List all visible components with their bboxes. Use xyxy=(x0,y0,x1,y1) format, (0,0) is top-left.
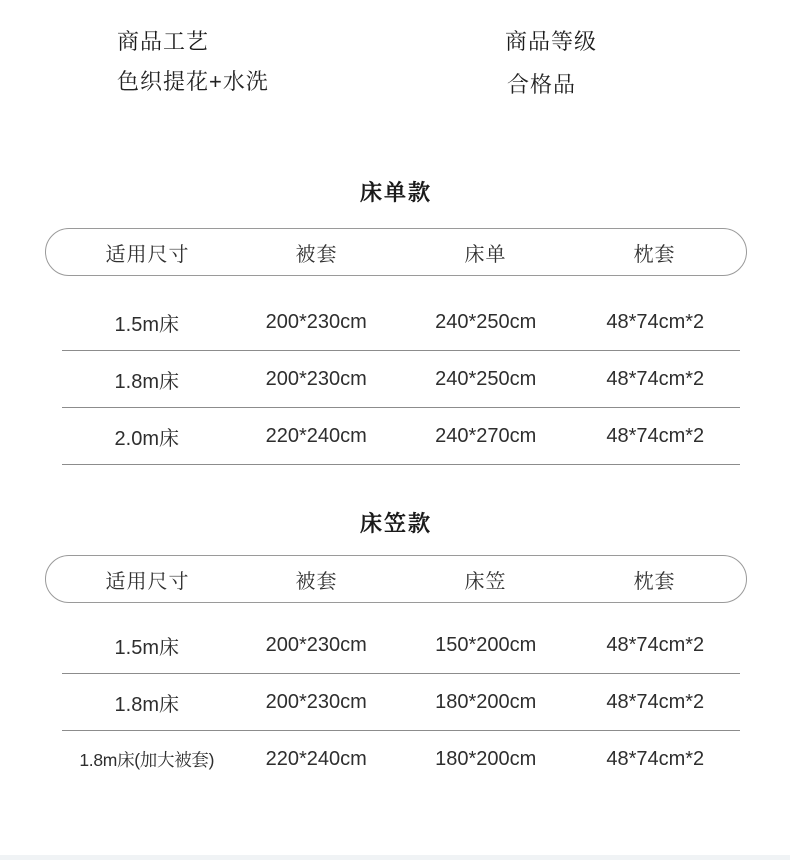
product-grade-label: 商品等级 xyxy=(505,29,598,54)
table-cell: 200*230cm xyxy=(265,367,367,390)
table-cell: 180*200cm xyxy=(435,747,537,770)
table-cell: 1.8m床 xyxy=(114,370,179,393)
table-cell: 48*74cm*2 xyxy=(606,424,705,447)
table-cell: 48*74cm*2 xyxy=(606,747,705,770)
table-cell: 200*230cm xyxy=(265,310,367,333)
table-cell: 48*74cm*2 xyxy=(606,367,705,390)
table-cell: 200*230cm xyxy=(265,690,367,713)
header-cell-size: 适用尺寸 xyxy=(105,243,190,266)
table-row xyxy=(62,674,740,731)
table-cell: 240*250cm xyxy=(435,310,537,333)
table-cell: 48*74cm*2 xyxy=(606,633,705,656)
table-cell: 1.8m床(加大被套) xyxy=(79,749,215,770)
table-cell: 220*240cm xyxy=(265,424,367,447)
header-cell-fitted-sheet: 床笠 xyxy=(464,570,507,593)
table-row xyxy=(62,408,740,465)
header-cell-size: 适用尺寸 xyxy=(105,570,190,593)
table-cell: 180*200cm xyxy=(435,690,537,713)
product-grade-value: 合格品 xyxy=(507,72,577,97)
header-cell-sheet: 床单 xyxy=(464,243,507,266)
size-table-sheet-style xyxy=(45,180,747,465)
table-row xyxy=(62,351,740,408)
table-cell: 48*74cm*2 xyxy=(606,310,705,333)
table-row xyxy=(62,294,740,351)
table-cell: 48*74cm*2 xyxy=(606,690,705,713)
table-cell: 220*240cm xyxy=(265,747,367,770)
table-cell: 240*250cm xyxy=(435,367,537,390)
table-cell: 2.0m床 xyxy=(114,427,179,450)
header-cell-duvet-cover: 被套 xyxy=(295,570,338,593)
table-title: 床笠款 xyxy=(359,511,432,536)
table-cell: 1.5m床 xyxy=(114,313,179,336)
table-header-row xyxy=(45,555,747,603)
header-cell-pillowcase: 枕套 xyxy=(633,243,676,266)
table-cell: 1.8m床 xyxy=(114,693,179,716)
table-cell: 1.5m床 xyxy=(114,636,179,659)
header-cell-duvet-cover: 被套 xyxy=(295,243,338,266)
table-cell: 150*200cm xyxy=(435,633,537,656)
footer-divider-bar xyxy=(0,855,790,860)
header-cell-pillowcase: 枕套 xyxy=(633,570,676,593)
table-header-row xyxy=(45,228,747,276)
table-row xyxy=(62,617,740,674)
table-title: 床单款 xyxy=(359,180,432,205)
table-cell: 200*230cm xyxy=(265,633,367,656)
table-row xyxy=(62,731,740,787)
product-craft-label: 商品工艺 xyxy=(117,29,210,54)
table-cell: 240*270cm xyxy=(435,424,537,447)
size-table-fitted-style xyxy=(45,511,747,787)
product-craft-value: 色织提花+水洗 xyxy=(117,69,269,94)
table-body xyxy=(62,617,740,787)
table-body xyxy=(62,294,740,465)
